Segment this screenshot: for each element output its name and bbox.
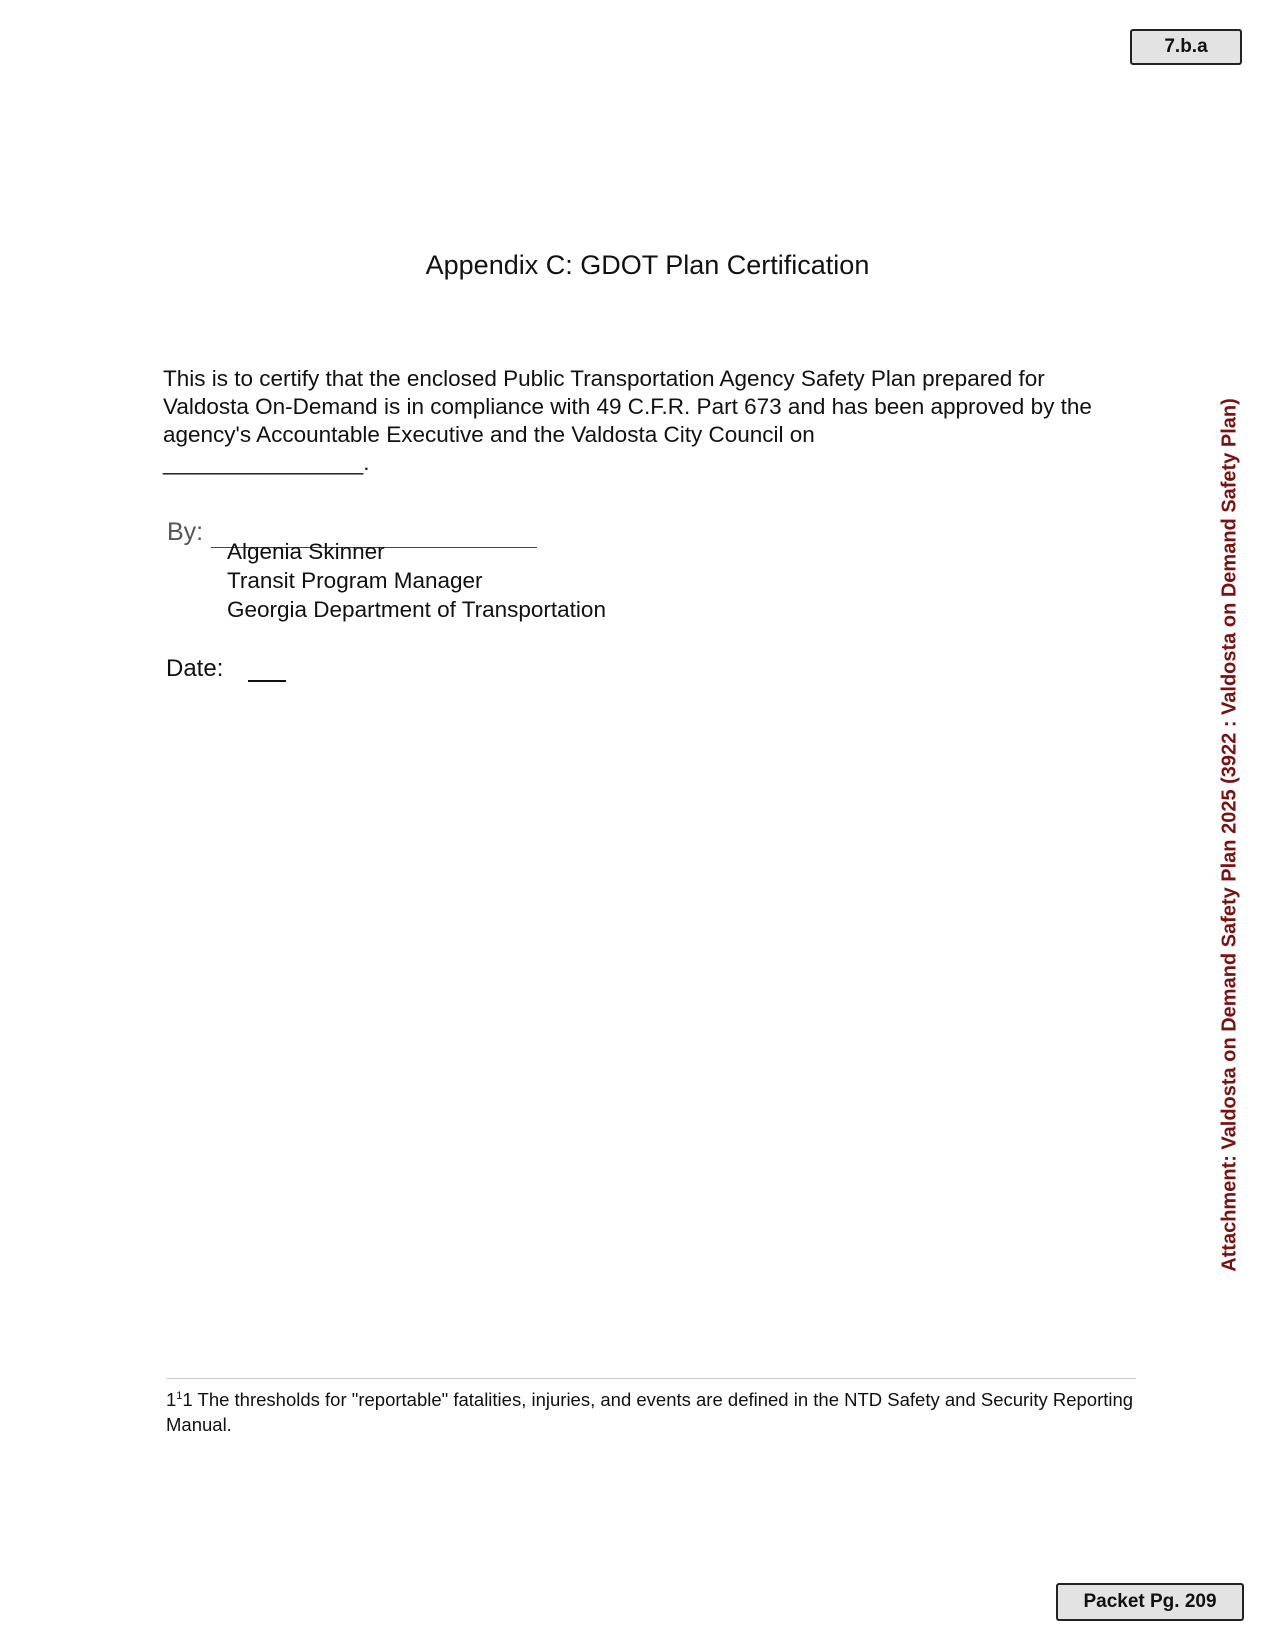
footnote-superscript: 1 xyxy=(176,1390,183,1402)
certification-text: This is to certify that the enclosed Public Transportation Agency Safety Plan prepared for Valdosta On-Demand is in compliance with 49 C.F.R. Part 673 and has been approved by the agency's Accountable Executive and the Valdosta City Council on xyxy=(163,366,1092,447)
page-title: Appendix C: GDOT Plan Certification xyxy=(425,250,870,280)
footnote-text: 1 The thresholds for "reportable" fatalities, injuries, and events are defined in the NTD Safety and Security Reporting Manual. xyxy=(166,1389,1134,1435)
side-attachment-text: Attachment: Valdosta on Demand Safety Plan 2025 (3922 : Valdosta on Demand Safety Plan) xyxy=(1218,398,1241,1272)
signer-name: Algenia Skinner xyxy=(227,539,385,564)
signature-by-label: By: xyxy=(167,518,204,546)
footnote xyxy=(166,1384,1146,1437)
certification-paragraph xyxy=(163,365,1123,477)
footnote-marker: 1 xyxy=(166,1389,177,1410)
footnote-divider xyxy=(166,1378,1136,1379)
signer-title: Transit Program Manager xyxy=(227,568,483,593)
packet-page-number: Packet Pg. 209 xyxy=(1056,1583,1244,1621)
attachment-tag: 7.b.a xyxy=(1130,29,1242,65)
date-line xyxy=(248,680,286,682)
signer-organization: Georgia Department of Transportation xyxy=(227,597,606,622)
certification-date-blank: ________________. xyxy=(163,450,370,475)
date-label: Date: xyxy=(166,655,224,682)
